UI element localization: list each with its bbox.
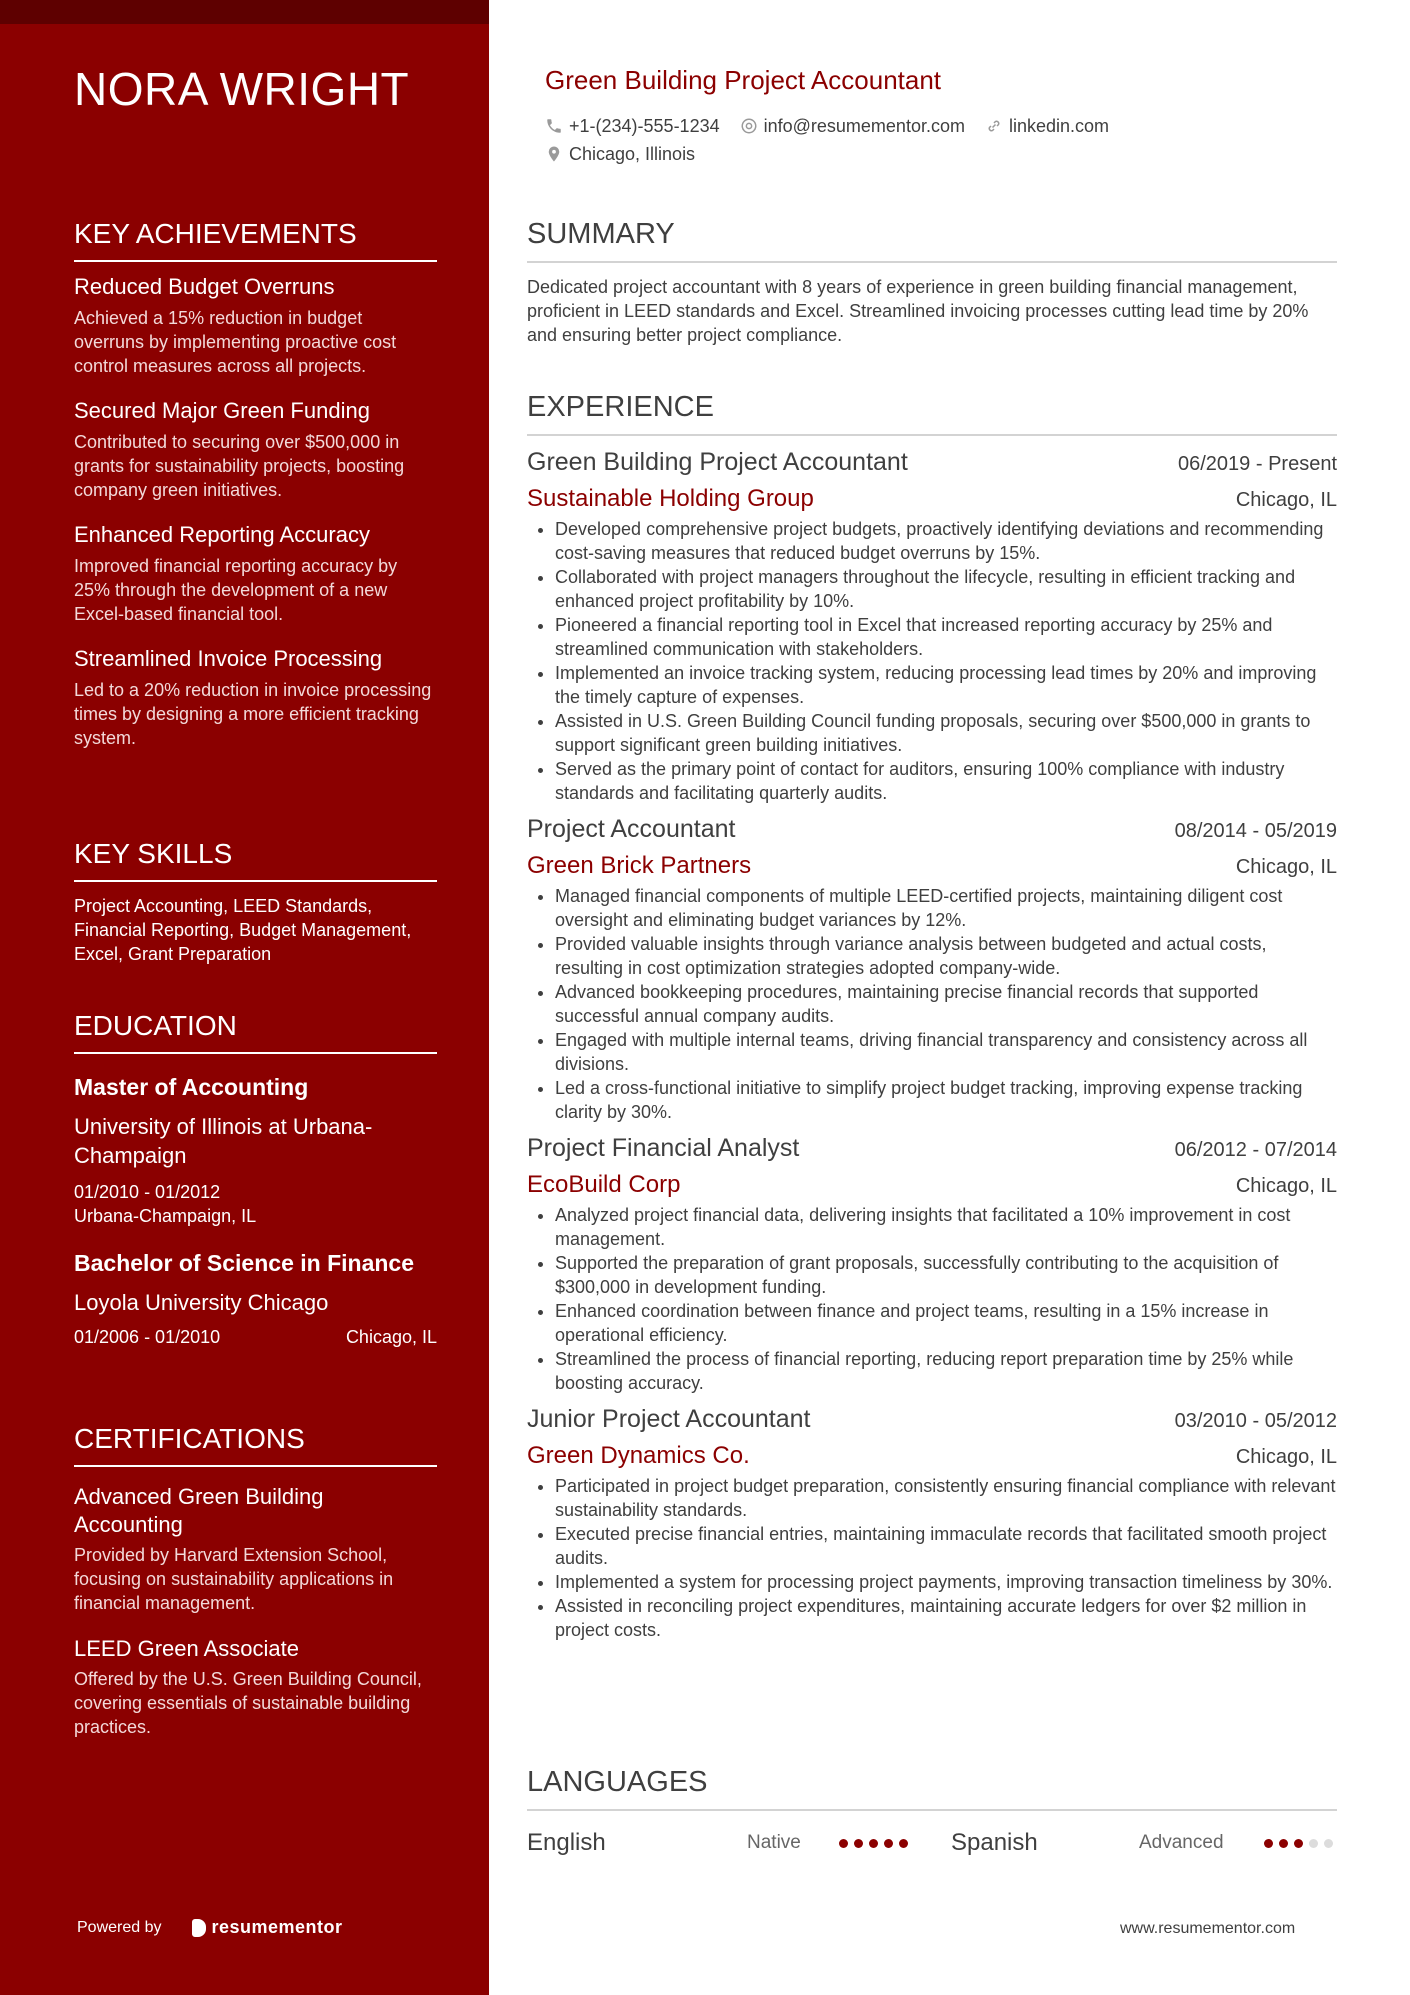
list-item: • Collaborated with project managers throughout the lifecycle, resulting in efficient tracking and enhanced project profitability by 10%. (555, 565, 1337, 613)
degree: Bachelor of Science in Finance (74, 1250, 414, 1276)
contact-phone[interactable] (545, 116, 720, 137)
job-role: Project Accountant (527, 815, 736, 843)
achievement-item (74, 398, 437, 502)
list-item: • Participated in project budget preparation, consistently ensuring financial compliance with relevant sustainability standards. (555, 1474, 1337, 1522)
language-rating (1264, 1839, 1333, 1848)
job-role: Project Financial Analyst (527, 1134, 800, 1162)
job-dates: 06/2012 - 07/2014 (1174, 1139, 1337, 1161)
list-item: • Pioneered a financial reporting tool in Excel that increased reporting accuracy by 25% and streamlined communication with stakeholders. (555, 613, 1337, 661)
rating-dot-filled (869, 1839, 878, 1848)
job-entry (527, 1134, 1337, 1395)
degree: Master of Accounting (74, 1074, 309, 1100)
brand-logo[interactable] (192, 1917, 343, 1938)
achievement-title: Reduced Budget Overruns (74, 274, 335, 299)
company-name: Green Brick Partners (527, 852, 752, 879)
linkedin-text: linkedin.com (1008, 115, 1110, 136)
job-dates: 06/2019 - Present (1178, 453, 1337, 475)
rating-dot-filled (1279, 1839, 1288, 1848)
brand-logo-icon (192, 1919, 206, 1937)
achievement-title: Enhanced Reporting Accuracy (74, 522, 370, 547)
school: Loyola University Chicago (74, 1290, 329, 1315)
achievement-item (74, 274, 437, 378)
language-name: English (527, 1829, 606, 1856)
education-meta-row (74, 1327, 437, 1348)
list-item: • Analyzed project financial data, delivering insights that facilitated a 10% improvement in cost management. (555, 1203, 1337, 1251)
rating-dot-filled (839, 1839, 848, 1848)
job-dates: 03/2010 - 05/2012 (1174, 1410, 1337, 1432)
section-title: KEY SKILLS (74, 838, 437, 882)
list-item: • Streamlined the process of financial reporting, reducing report preparation time by 25% while boosting accuracy. (555, 1347, 1337, 1395)
list-item: • Advanced bookkeeping procedures, maintaining precise financial records that supported successful annual company audits. (555, 980, 1337, 1028)
job-bullets (527, 517, 1337, 805)
footer-url[interactable]: www.resumementor.com (1120, 1920, 1296, 1937)
contact-linkedin[interactable] (985, 116, 1109, 137)
job-entry (527, 448, 1337, 805)
brand-name: resumementor (211, 1917, 343, 1937)
certification-desc: Offered by the U.S. Green Building Council, covering essentials of sustainable building practices. (74, 1669, 422, 1737)
powered-by (77, 1917, 343, 1938)
list-item: • Supported the preparation of grant proposals, successfully contributing to the acquisition of $300,000 in development funding. (555, 1251, 1337, 1299)
section-title: SUMMARY (527, 218, 1337, 263)
rating-dot-filled (884, 1839, 893, 1848)
education-location: Chicago, IL (345, 1327, 437, 1347)
summary-section (527, 218, 1337, 347)
list-item: • Assisted in reconciling project expenditures, maintaining accurate ledgers for over $2 million in project costs. (555, 1594, 1337, 1642)
list-item: • Enhanced coordination between finance and project teams, resulting in a 15% increase in operational efficiency. (555, 1299, 1337, 1347)
section-title: KEY ACHIEVEMENTS (74, 218, 437, 262)
company-name: EcoBuild Corp (527, 1171, 681, 1198)
contact-location (545, 144, 695, 165)
job-bullets (527, 884, 1337, 1124)
language-level: Advanced (1139, 1832, 1224, 1853)
school: University of Illinois at Urbana-Champaign (74, 1114, 373, 1168)
skills-list: Project Accounting, LEED Standards, Financial Reporting, Budget Management, Excel, Grant Preparation (74, 896, 412, 964)
candidate-name: NORA WRIGHT (74, 63, 410, 115)
job-location: Chicago, IL (1235, 1175, 1337, 1197)
rating-dot-empty (1324, 1839, 1333, 1848)
certification-title: Advanced Green Building Accounting (74, 1484, 324, 1537)
language-rating (839, 1839, 951, 1848)
job-entry (527, 815, 1337, 1124)
section-title: EDUCATION (74, 1010, 437, 1054)
achievement-desc: Improved financial reporting accuracy by 25% through the development of a new Excel-based financial tool. (74, 556, 398, 624)
experience-section (527, 391, 1337, 1652)
location-pin-icon (545, 145, 563, 163)
phone-text: +1-(234)-555-1234 (569, 115, 720, 136)
education-item (74, 1248, 437, 1348)
certification-item (74, 1635, 437, 1739)
certification-item (74, 1483, 437, 1615)
job-location: Chicago, IL (1235, 1446, 1337, 1468)
certification-desc: Provided by Harvard Extension School, focusing on sustainability applications in financial management. (74, 1545, 394, 1613)
achievement-title: Secured Major Green Funding (74, 398, 370, 423)
rating-dot-empty (1309, 1839, 1318, 1848)
list-item: • Provided valuable insights through variance analysis between budgeted and actual costs, resulting in cost optimization strategies adopted company-wide. (555, 932, 1337, 980)
sidebar-top-strip (0, 0, 489, 24)
job-dates: 08/2014 - 05/2019 (1174, 820, 1337, 842)
company-name: Green Dynamics Co. (527, 1442, 750, 1469)
achievement-item (74, 646, 437, 750)
education-dates: 01/2010 - 01/2012 (74, 1182, 221, 1202)
key-achievements-section (74, 218, 437, 770)
link-icon (985, 117, 1003, 135)
language-level: Native (747, 1832, 801, 1853)
certifications-section (74, 1423, 437, 1759)
list-item: • Assisted in U.S. Green Building Council funding proposals, securing over $500,000 in grants to support significant green building initiatives. (555, 709, 1337, 757)
email-text: info@resumementor.com (763, 115, 965, 136)
location-text: Chicago, Illinois (569, 143, 696, 164)
certification-title: LEED Green Associate (74, 1636, 300, 1661)
job-entry (527, 1405, 1337, 1642)
job-title: Green Building Project Accountant (545, 65, 942, 95)
list-item: • Served as the primary point of contact for auditors, ensuring 100% compliance with industry standards and facilitating quarterly audits. (555, 757, 1337, 805)
list-item: • Led a cross-functional initiative to simplify project budget tracking, improving expense tracking clarity by 30%. (555, 1076, 1337, 1124)
at-icon (740, 117, 758, 135)
education-item (74, 1072, 437, 1228)
education-location: Urbana-Champaign, IL (74, 1206, 257, 1226)
list-item: • Developed comprehensive project budgets, proactively identifying deviations and recommending cost-saving measures that reduced budget overruns by 15%. (555, 517, 1337, 565)
section-title: EXPERIENCE (527, 391, 1337, 436)
job-role: Junior Project Accountant (527, 1405, 811, 1433)
language-name: Spanish (951, 1829, 1038, 1856)
list-item: • Managed financial components of multiple LEED-certified projects, maintaining diligent cost oversight and eliminating budget variances by 12%. (555, 884, 1337, 932)
rating-dot-filled (899, 1839, 908, 1848)
languages-section (527, 1766, 1337, 1863)
summary-text: Dedicated project accountant with 8 years of experience in green building financial management, proficient in LEED standards and Excel. Streamlined invoicing processes cutting lead time by 20% and ensuring better project compliance. (527, 277, 1309, 345)
list-item: • Implemented an invoice tracking system, reducing processing lead times by 20% and improving the timely capture of expenses. (555, 661, 1337, 709)
list-item: • Engaged with multiple internal teams, driving financial transparency and consistency across all divisions. (555, 1028, 1337, 1076)
achievement-desc: Contributed to securing over $500,000 in grants for sustainability projects, boosting company green initiatives. (74, 432, 405, 500)
phone-icon (545, 117, 563, 135)
powered-by-label: Powered by (77, 1918, 162, 1936)
list-item: • Implemented a system for processing project payments, improving transaction timeliness by 30%. (555, 1570, 1337, 1594)
list-item: • Executed precise financial entries, maintaining immaculate records that facilitated smooth project audits. (555, 1522, 1337, 1570)
company-name: Sustainable Holding Group (527, 485, 814, 512)
job-role: Green Building Project Accountant (527, 448, 908, 476)
achievement-desc: Led to a 20% reduction in invoice processing times by designing a more efficient tracking system. (74, 680, 432, 748)
contact-email[interactable] (740, 116, 965, 137)
contact-info (545, 112, 1305, 168)
job-bullets (527, 1203, 1337, 1395)
sidebar (0, 0, 489, 1995)
achievement-desc: Achieved a 15% reduction in budget overruns by implementing proactive cost control measures across all projects. (74, 308, 397, 376)
education-section (74, 1010, 437, 1348)
job-location: Chicago, IL (1235, 856, 1337, 878)
section-title: CERTIFICATIONS (74, 1423, 437, 1467)
job-bullets (527, 1474, 1337, 1642)
rating-dot-filled (1294, 1839, 1303, 1848)
rating-dot-filled (854, 1839, 863, 1848)
languages-row (527, 1823, 1337, 1863)
rating-dot-filled (1264, 1839, 1273, 1848)
education-dates: 01/2006 - 01/2010 (74, 1327, 221, 1347)
section-title: LANGUAGES (527, 1766, 1337, 1811)
key-skills-section (74, 838, 437, 966)
job-location: Chicago, IL (1235, 489, 1337, 511)
achievement-item (74, 522, 437, 626)
achievement-title: Streamlined Invoice Processing (74, 646, 383, 671)
